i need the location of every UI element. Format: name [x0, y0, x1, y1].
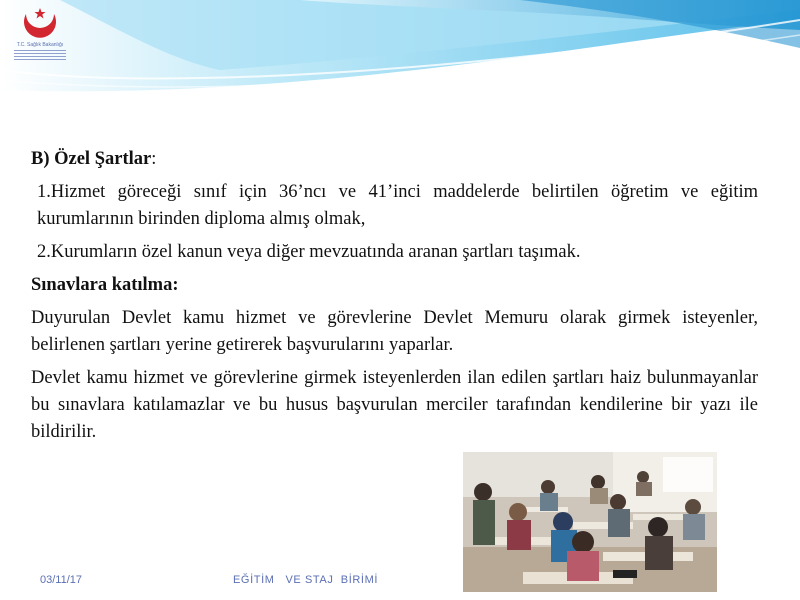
header-swoosh-banner: [0, 0, 800, 110]
footer-unit-name: EĞİTİM VE STAJ BİRİMİ: [233, 574, 378, 586]
condition-item-2: 2.Kurumların özel kanun veya diğer mevzuatında aranan şartları taşımak.: [37, 242, 581, 262]
exam-hall-photo: [463, 452, 717, 592]
heading-exam-participation: Sınavlara katılma:: [31, 275, 179, 295]
logo-subtitle-lines: [14, 50, 66, 62]
paragraph-application: Duyurulan Devlet kamu hizmet ve görevlerine Devlet Memuru olarak girmek isteyenler, belirlenen şartları yerine getirerek başvurularını yaparlar.: [31, 308, 758, 355]
logo-title: T.C. Sağlık Bakanlığı: [16, 42, 64, 48]
footer-date: 03/11/17: [40, 574, 83, 586]
heading-special-conditions: B) Özel Şartlar:: [31, 149, 157, 169]
condition-item-1: 1.Hizmet göreceği sınıf için 36’ncı ve 41’inci maddelerde belirtilen öğretim ve eğitim kurumlarının birinden diploma almış olmak,: [37, 182, 758, 229]
paragraph-ineligible: Devlet kamu hizmet ve görevlerine girmek isteyenlerden ilan edilen şartları haiz bulunmayanlar bu sınavlara katılamazlar ve bu husus başvurulan merciler tarafından kendilerine bir yazı ile bildirilir.: [31, 368, 758, 442]
moon-star-icon: [8, 6, 72, 46]
main-content: [31, 146, 758, 452]
